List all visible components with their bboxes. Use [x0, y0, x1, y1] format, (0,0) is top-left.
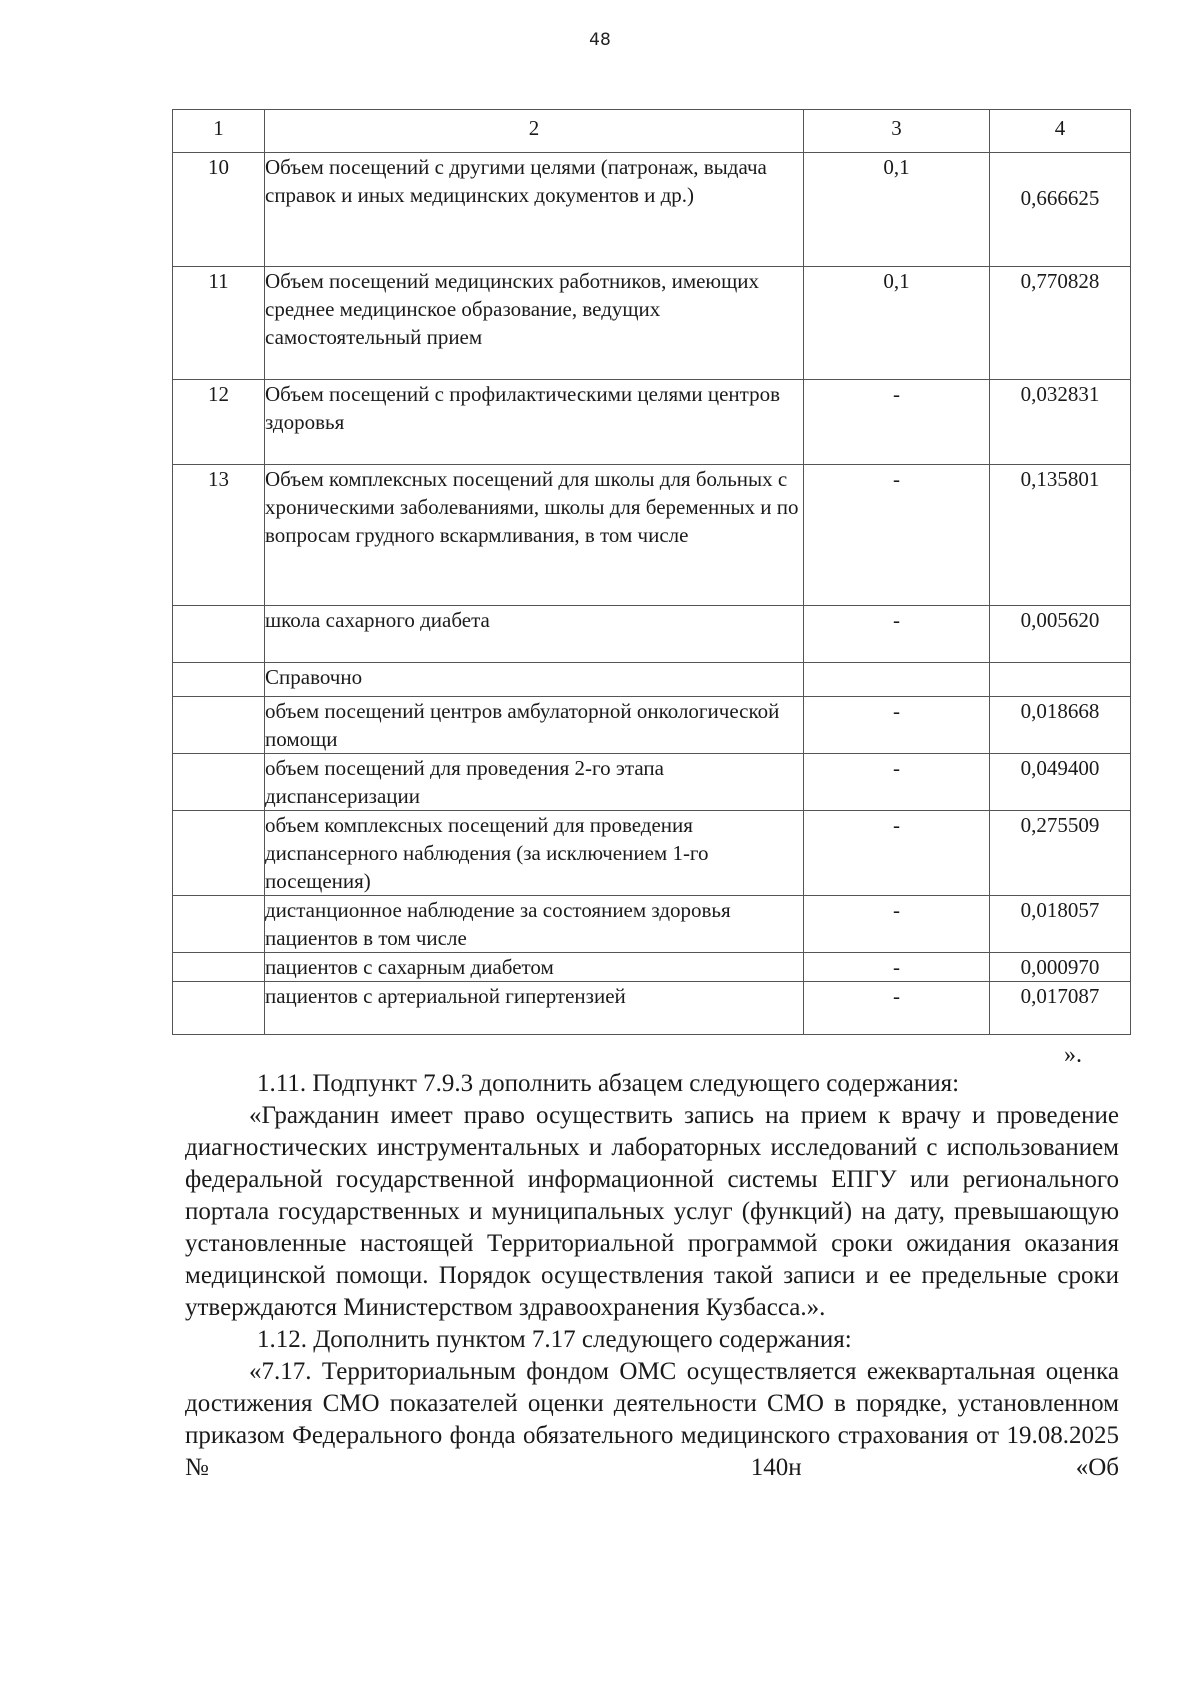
paragraph-1-11: 1.11. Подпункт 7.9.3 дополнить абзацем следующего содержания:	[257, 1070, 960, 1097]
row-number	[173, 811, 265, 896]
table-row	[173, 697, 1131, 754]
row-text: Объем посещений с профилактическими целями центров здоровья	[265, 380, 804, 465]
row-col4: 0,032831	[990, 380, 1131, 465]
table-row	[173, 465, 1131, 606]
row-col4: 0,018668	[990, 697, 1131, 754]
row-col3: -	[804, 754, 990, 811]
header-cell: 3	[804, 110, 990, 153]
table-row	[173, 896, 1131, 953]
row-number	[173, 663, 265, 697]
row-col3: -	[804, 953, 990, 982]
table-row	[173, 811, 1131, 896]
row-text: объем посещений центров амбулаторной онкологической помощи	[265, 697, 804, 754]
data-table	[172, 109, 1131, 1035]
row-number: 12	[173, 380, 265, 465]
row-text: Объем посещений с другими целями (патронаж, выдача справок и иных медицинских документов и др.)	[265, 153, 804, 267]
paragraph-1-12: 1.12. Дополнить пунктом 7.17 следующего содержания:	[257, 1326, 852, 1353]
row-col4: 0,135801	[990, 465, 1131, 606]
row-col4: 0,018057	[990, 896, 1131, 953]
row-col3: -	[804, 380, 990, 465]
row-text: школа сахарного диабета	[265, 606, 804, 663]
table-row	[173, 380, 1131, 465]
row-number	[173, 982, 265, 1035]
row-number	[173, 896, 265, 953]
row-text: Объем посещений медицинских работников, имеющих среднее медицинское образование, ведущих самостоятельный прием	[265, 267, 804, 380]
table-row	[173, 153, 1131, 267]
row-col3	[804, 663, 990, 697]
row-col3: -	[804, 982, 990, 1035]
header-cell: 2	[265, 110, 804, 153]
row-text: пациентов с сахарным диабетом	[265, 953, 804, 982]
table-row	[173, 982, 1131, 1035]
table-row	[173, 754, 1131, 811]
row-text: дистанционное наблюдение за состоянием здоровья пациентов в том числе	[265, 896, 804, 953]
paragraph-7-17: «7.17. Территориальным фондом ОМС осуществляется ежеквартальная оценка достижения СМО показателей оценки деятельности СМО в порядке, установленном приказом Федерального фонда обязательного медицинского страхования от 19.08.2025 № 140н «Об	[185, 1358, 1119, 1481]
header-cell: 4	[990, 110, 1131, 153]
table-row	[173, 953, 1131, 982]
row-col3: -	[804, 465, 990, 606]
row-col3: 0,1	[804, 267, 990, 380]
row-col3: -	[804, 606, 990, 663]
row-col3: 0,1	[804, 153, 990, 267]
table-row	[173, 663, 1131, 697]
row-col4: 0,770828	[990, 267, 1131, 380]
page-number: 48	[589, 30, 611, 50]
row-number	[173, 697, 265, 754]
row-col4: 0,017087	[990, 982, 1131, 1035]
row-number	[173, 754, 265, 811]
paragraph-quote-registration: «Гражданин имеет право осуществить запись на прием к врачу и проведение диагностических инструментальных и лабораторных исследований с использованием федеральной государственной информационной системы ЕПГУ или регионального портала государственных и муниципальных услуг (функций) на дату, превышающую установленные настоящей Территориальной программой сроки ожидания оказания медицинской помощи. Порядок осуществления такой записи и ее предельные сроки утверждаются Министерством здравоохранения Кузбасса.».	[185, 1102, 1119, 1321]
table-row	[173, 267, 1131, 380]
row-col4: 0,000970	[990, 953, 1131, 982]
row-col4	[990, 663, 1131, 697]
closing-quote-mark: ».	[1064, 1042, 1082, 1068]
table-row	[173, 606, 1131, 663]
row-number: 10	[173, 153, 265, 267]
row-number: 13	[173, 465, 265, 606]
row-col3: -	[804, 811, 990, 896]
row-text: пациентов с артериальной гипертензией	[265, 982, 804, 1035]
row-col3: -	[804, 697, 990, 754]
row-text: Справочно	[265, 663, 804, 697]
row-col4: 0,005620	[990, 606, 1131, 663]
table-header-row	[173, 110, 1131, 153]
row-text: Объем комплексных посещений для школы для больных с хроническими заболеваниями, школы для беременных и по вопросам грудного вскармливания, в том числе	[265, 465, 804, 606]
row-col4: 0,049400	[990, 754, 1131, 811]
row-number	[173, 606, 265, 663]
row-number	[173, 953, 265, 982]
header-cell: 1	[173, 110, 265, 153]
row-col3: -	[804, 896, 990, 953]
row-text: объем посещений для проведения 2-го этапа диспансеризации	[265, 754, 804, 811]
row-col4: 0,666625	[990, 153, 1131, 267]
row-col4: 0,275509	[990, 811, 1131, 896]
row-number: 11	[173, 267, 265, 380]
row-text: объем комплексных посещений для проведения диспансерного наблюдения (за исключением 1-го посещения)	[265, 811, 804, 896]
body-text	[185, 1068, 1119, 1484]
